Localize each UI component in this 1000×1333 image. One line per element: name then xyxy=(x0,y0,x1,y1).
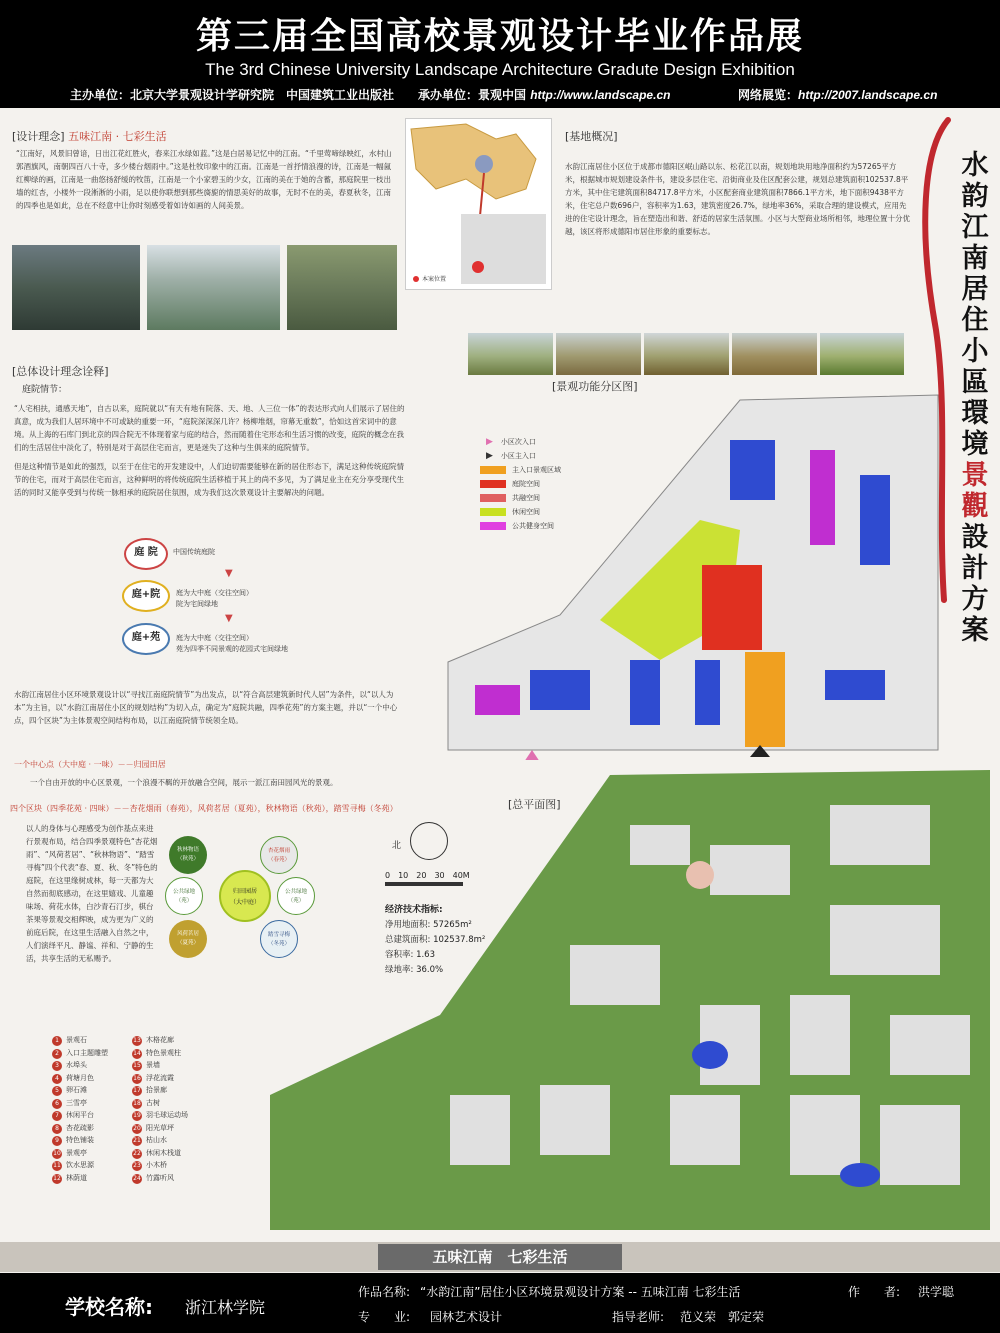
map-legend-label: 本案位置 xyxy=(422,276,447,283)
zone-legend-text: 共融空间 xyxy=(512,494,540,502)
zone-fitness-1 xyxy=(810,450,835,545)
plan-legend-item xyxy=(52,1084,142,1097)
online-label: 网络展览： xyxy=(738,88,799,102)
petal-public-a: 公共绿地 （苑） xyxy=(165,877,203,915)
organizer-text: 主办单位：北京大学景观设计学研究院 中国建筑工业出版社 承办单位：景观中国 xyxy=(70,88,527,102)
plan-legend-item xyxy=(52,1109,142,1122)
pond xyxy=(840,1163,880,1187)
legend-text: 拾景廊 xyxy=(146,1086,167,1094)
overall-para-1: “人宅相扶，通感天地”，自古以来，庭院就以“有天有地有院落、天、地、人三位一体”的表达形式向人们展示了居住的真意，成为我们人居环境中不可或缺的重要一环，“庭院深深深几许？杨柳堆烟，帘幕无重数”，恰如这首宋词中的意境。从上海的石库门到北京的四合院无不体现着家与庭的结合，然而随着住宅形态和生活习惯的改变，庭院的概念在我们的生活居住中淡化了，特别是对于高层住宅而言，更是迷失了这种与生俱来的庭院情节。 xyxy=(14,404,405,452)
legend-text: 入口主题雕塑 xyxy=(66,1048,108,1057)
legend-text: 木格花廊 xyxy=(146,1036,174,1044)
legend-number: 22 xyxy=(133,1149,141,1157)
site-photo xyxy=(556,333,641,375)
vertical-title-char: 方 xyxy=(961,584,989,615)
zone-blue-6 xyxy=(825,670,885,700)
bubble-note-2: 庭为大中庭（交往空间） 院为宅间绿地 xyxy=(176,589,253,608)
legend-text: 小木桥 xyxy=(146,1161,167,1169)
plan-legend-item xyxy=(132,1109,222,1122)
legend-number: 11 xyxy=(53,1162,61,1169)
petal-public-b: 公共绿地 （苑） xyxy=(277,877,315,915)
legend-number: 9 xyxy=(52,1136,62,1146)
vertical-title-char: 小 xyxy=(961,336,989,367)
vertical-title-char: 區 xyxy=(961,367,989,398)
plan-legend-item xyxy=(132,1084,222,1097)
plan-legend-item xyxy=(52,1122,142,1135)
work-name: “水韵江南”居住小区环境景观设计方案 -- 五味江南 七彩生活 xyxy=(420,1285,741,1299)
concept-label: [设计理念] xyxy=(12,130,65,143)
bubble-court-yard: 庭+院 xyxy=(122,580,170,612)
legend-number: 23 xyxy=(133,1162,141,1169)
legend-dot xyxy=(413,276,419,282)
building-block xyxy=(790,995,850,1075)
legend-text: 三雪亭 xyxy=(66,1098,87,1107)
zone-legend-text: 休闲空间 xyxy=(512,508,540,516)
city-marker xyxy=(475,155,493,173)
organizer-url[interactable]: http://www.landscape.cn xyxy=(530,88,671,102)
tech-row: 净用地面积: 57265m² xyxy=(385,920,472,930)
vertical-title-char: 境 xyxy=(961,429,989,460)
legend-number: 18 xyxy=(133,1099,141,1107)
building-block xyxy=(790,1095,860,1175)
legend-text: 竹露听风 xyxy=(146,1173,174,1182)
legend-number: 14 xyxy=(133,1049,141,1057)
zone-legend-text: 主入口景观区域 xyxy=(512,466,561,474)
blocks-paragraph-a: 以人的身体与心理感受为创作基点来进行景观布局，结合四季景观特色“杏花烟雨”、“风荷茗居”、“秋林物语”、“踏雪寻梅”四个代表“春、夏、秋、冬”特色的庭院，在这里缘树成林，每一天都为大自然而彻底感动，在这里嬉戏、儿童趣味场、荷花水体，白沙青石汀步，棋台茶果等景观交相辉映，成为更为广义的前庭后院，在这里生活融入自然之中，人们演绎平凡、静谧、祥和、宁静的生活，共享生活的无私赐予。 xyxy=(26,824,158,963)
overall-heading: [总体设计理念诠释] xyxy=(12,365,109,378)
diagram-center: 归田园居 （大中庭） xyxy=(219,870,271,922)
plan-legend-item xyxy=(52,1034,142,1047)
building-block xyxy=(830,805,930,865)
zone-legend-item xyxy=(480,507,561,521)
legend-number: 17 xyxy=(133,1087,141,1094)
plan-legend-item xyxy=(52,1159,142,1172)
tech-row: 总建筑面积: 102537.8m² xyxy=(385,935,486,945)
vertical-title-char: 環 xyxy=(961,398,989,429)
organizer-line xyxy=(70,86,670,103)
site-photo xyxy=(644,333,729,375)
master-plan xyxy=(270,765,990,1230)
author-label: 作 者: xyxy=(848,1285,901,1299)
zone-legend-item xyxy=(480,451,561,465)
zone-legend-text: 小区次入口 xyxy=(500,438,536,446)
zone-blue-4 xyxy=(630,660,660,725)
petal-autumn: 秋林物语 （秋苑） xyxy=(169,836,207,874)
legend-number: 12 xyxy=(53,1174,61,1182)
location-map xyxy=(405,118,552,290)
major-name: 园林艺术设计 xyxy=(430,1310,503,1324)
site-paragraph: 水韵江南居住小区位于成都市德阳区岷山路以东、松花江以南，规划地块用地净面积约为57265平方米，根据城市规划建设条件书，建设多层住宅、沿街商业及住区配套公建，规划总建筑面积102537.8平方米，其中住宅建筑面积84717.8平方米，小区配套商业建筑面积7866.1平方米，地下面积9438平方米，住宅总户数696户，容积率为1.63，建筑密度26.7%，绿地率36%，采取合理的建设模式，应用先进的住宅设计理念，旨在塑造出和谐、舒适的居家生活氛围。小区与大型商业场所相邻，地理位置十分优越，该区将形成德阳市居住形象的重要标志。 xyxy=(565,162,910,236)
plan-legend-item xyxy=(132,1047,222,1060)
plan-legend-item xyxy=(52,1147,142,1160)
school-label: 学校名称: xyxy=(65,1295,153,1319)
plan-legend-item xyxy=(132,1122,222,1135)
zone-swatch xyxy=(480,466,506,474)
legend-text: 阳光草坪 xyxy=(146,1123,174,1132)
plan-legend-item xyxy=(132,1159,222,1172)
legend-number: 15 xyxy=(133,1062,141,1069)
arrow-down-icon: ▼ xyxy=(225,568,233,579)
tech-rows xyxy=(385,918,485,978)
zone-legend-item xyxy=(480,465,561,479)
work-label: 作品名称: xyxy=(358,1285,411,1299)
vertical-title-char: 韵 xyxy=(961,181,989,212)
petal-summer: 风荷茗居 （夏苑） xyxy=(169,920,207,958)
pond xyxy=(692,1041,728,1069)
zone-blue-5 xyxy=(695,660,720,725)
plan-legend-item xyxy=(52,1059,142,1072)
building-block xyxy=(570,945,660,1005)
building-block xyxy=(670,1095,740,1165)
legend-number: 2 xyxy=(52,1049,62,1059)
online-exhibit xyxy=(738,86,937,103)
vertical-title-char: 觀 xyxy=(961,491,989,522)
vertical-title-char: 設 xyxy=(961,522,989,553)
legend-text: 林荫道 xyxy=(66,1173,87,1182)
vertical-title-char: 居 xyxy=(961,274,989,305)
legend-text: 景墙 xyxy=(146,1061,160,1069)
photo-stone-bridge xyxy=(287,245,397,330)
vertical-project-title xyxy=(955,150,995,646)
tech-row: 绿地率: 36.0% xyxy=(385,965,444,975)
arrow-down-icon: ▼ xyxy=(225,613,233,624)
zone-blue-1 xyxy=(730,440,775,500)
site-marker xyxy=(472,261,484,273)
concept-heading xyxy=(12,128,167,144)
street-map xyxy=(461,214,546,284)
photo-boat xyxy=(147,245,280,330)
vertical-title-char: 住 xyxy=(961,305,989,336)
master-plan-heading: [总平面图] xyxy=(508,798,561,811)
region-shape xyxy=(411,124,536,199)
triangle-marker-icon: ▶ xyxy=(486,451,493,461)
site-photo-strip xyxy=(468,333,904,375)
footer xyxy=(0,1273,1000,1333)
overall-para-2: 但是这种情节是如此的强烈，以至于在住宅的开发建设中，人们迫切需要能够在新的居住形态下，满足这种传统庭院情节的住宅，而对于高层住宅而言，这种鲜明的将传统庭院生活移植于其上的尚不多见，为了满足业主在充分享受现代生活的同时又能享受到与传统一脉相承的庭院居住氛围，成为我们这次景观设计主要解决的问题。 xyxy=(14,462,404,497)
bubble-note-1: 中国传统庭院 xyxy=(173,548,215,556)
plan-legend-item xyxy=(52,1047,142,1060)
legend-text: 古树 xyxy=(146,1098,160,1107)
triangle-marker-icon: ▶ xyxy=(486,437,493,447)
plan-legend-item xyxy=(52,1172,142,1185)
legend-text: 杏花疏影 xyxy=(66,1123,94,1132)
zone-swatch xyxy=(480,508,506,516)
tech-row: 容积率: 1.63 xyxy=(385,950,435,960)
plan-legend-item xyxy=(132,1072,222,1085)
legend-number: 20 xyxy=(133,1124,141,1132)
legend-text: 景观石 xyxy=(66,1036,87,1044)
building-block xyxy=(540,1085,610,1155)
legend-number: 19 xyxy=(133,1112,141,1119)
slogan-banner: 五味江南 七彩生活 xyxy=(378,1244,622,1270)
zone-legend-text: 庭院空间 xyxy=(512,480,540,488)
zone-main-entrance xyxy=(745,652,785,747)
location-map-svg xyxy=(406,119,551,289)
legend-number: 16 xyxy=(133,1074,141,1082)
zone-swatch xyxy=(480,494,506,502)
center-label: 一个中心点（大中庭 · 一味）－－归园田居 xyxy=(14,760,166,769)
legend-text: 特色铺装 xyxy=(66,1136,94,1144)
site-heading: [基地概况] xyxy=(565,130,618,143)
plan-legend-item xyxy=(132,1172,222,1185)
building-block xyxy=(830,905,940,975)
legend-text: 特色景观柱 xyxy=(146,1048,181,1057)
zone-blue-2 xyxy=(860,475,890,565)
legend-text: 枯山水 xyxy=(146,1136,167,1144)
vertical-title-char: 景 xyxy=(961,460,989,491)
plan-legend-item xyxy=(132,1097,222,1110)
north-arrow-icon xyxy=(410,822,448,860)
advisor-names: 范义荣 郭定荣 xyxy=(680,1310,765,1324)
site-photo xyxy=(468,333,553,375)
petal-winter: 踏雪寻梅 （冬苑） xyxy=(260,920,298,958)
concept-paragraph: “江南好，风景旧曾谙，日出江花红胜火，春来江水绿如蓝。”这是白居易记忆中的江南。“千里莺啼绿映红，水村山郭酒旗风，南朝四百八十寺，多少楼台烟雨中。”这是杜牧印象中的江南。江南是一首抒情浪漫的诗，江南是一幅氤红柳绿的画，江南是一曲悠扬舒缓的牧笛，江南是一个小家碧玉的少女，江南的美在于她的含蓄，那庭院里一枝出墙的红杏，小楼外一段淅淅的小雨，足以使你联想到那些旖旎的情思美好的故事，无时不在的美，春夏秋冬，江南的四季也是如此，总在不经意中让你时刻感受着如诗如画的人间美景。 xyxy=(16,149,392,210)
vertical-title-char: 計 xyxy=(961,553,989,584)
overall-sub: 庭院情节： xyxy=(22,385,68,395)
major-label: 专 业: xyxy=(358,1310,411,1324)
zone-swatch xyxy=(480,480,506,488)
master-plan-svg xyxy=(270,765,990,1230)
advisor-label: 指导老师: xyxy=(612,1310,665,1324)
site-photo xyxy=(820,333,904,375)
building-block xyxy=(710,845,790,895)
legend-number: 4 xyxy=(52,1074,62,1084)
legend-number: 3 xyxy=(52,1061,62,1071)
plan-legend-item xyxy=(52,1134,142,1147)
tech-title: 经济技术指标: xyxy=(385,905,443,915)
center-para: 一个自由开放的中心区景观，一个浪漫不羁的开放融合空间，展示一派江南田园风光的景观。 xyxy=(30,778,338,787)
legend-number: 1 xyxy=(52,1036,62,1046)
zone-legend-item xyxy=(480,521,561,535)
bubble-courtyard: 庭 院 xyxy=(124,538,168,570)
legend-number: 10 xyxy=(53,1149,61,1157)
building-block xyxy=(630,825,690,865)
building-block xyxy=(890,1015,970,1075)
zone-legend xyxy=(480,437,561,535)
building-block xyxy=(450,1095,510,1165)
entrance-marker xyxy=(524,750,540,760)
online-url[interactable]: http://2007.landscape.cn xyxy=(798,88,938,102)
legend-text: 卵石滩 xyxy=(66,1086,87,1094)
vertical-title-char: 水 xyxy=(961,150,989,181)
plan-legend-item xyxy=(132,1059,222,1072)
legend-text: 羽毛球运动场 xyxy=(146,1111,188,1119)
legend-number: 21 xyxy=(133,1137,141,1144)
page-title: 第三届全国高校景观设计毕业作品展 xyxy=(195,16,804,57)
page-title-english: The 3rd Chinese University Landscape Architecture Gradute Design Exhibition xyxy=(205,60,795,79)
zone-blue-3 xyxy=(530,670,590,710)
vertical-title-char: 南 xyxy=(961,243,989,274)
legend-column-1 xyxy=(52,1034,142,1184)
north-label: 北 xyxy=(392,841,402,851)
legend-number: 8 xyxy=(52,1124,62,1134)
zone-legend-item xyxy=(480,437,561,451)
legend-text: 水埠头 xyxy=(66,1061,87,1069)
scale-line xyxy=(385,882,463,886)
legend-text: 荷塘月色 xyxy=(66,1073,94,1082)
school-name: 浙江林学院 xyxy=(185,1298,266,1317)
zone-courtyard xyxy=(702,565,762,650)
legend-text: 休闲平台 xyxy=(66,1111,94,1119)
bubble-court-garden: 庭+苑 xyxy=(122,623,170,655)
blocks-label: 四个区块（四季花苑 · 四味）－－杏花烟雨（春苑），风荷茗居（夏苑），秋林物语（秋苑），踏雪寻梅（冬苑） xyxy=(10,804,398,813)
vertical-title-char: 案 xyxy=(961,615,989,646)
scale-bar: 0 10 20 30 40M xyxy=(385,871,470,880)
zone-swatch xyxy=(480,522,506,530)
legend-text: 饮水思源 xyxy=(66,1161,94,1169)
site-photo xyxy=(732,333,817,375)
author-name: 洪学聪 xyxy=(918,1285,955,1299)
zone-legend-item xyxy=(480,479,561,493)
zone-plan-heading: [景观功能分区图] xyxy=(552,380,638,393)
building-block xyxy=(880,1105,960,1185)
legend-number: 24 xyxy=(133,1174,141,1182)
zone-legend-item xyxy=(480,493,561,507)
legend-number: 13 xyxy=(133,1037,141,1044)
concept-theme: 五味江南 · 七彩生活 xyxy=(68,130,167,143)
plan-legend-item xyxy=(52,1072,142,1085)
legend-column-2 xyxy=(132,1034,222,1184)
zone-legend-text: 小区主入口 xyxy=(500,452,536,460)
legend-number: 7 xyxy=(52,1111,62,1121)
plaza xyxy=(686,861,714,889)
zone-legend-text: 公共健身空间 xyxy=(512,522,554,530)
plan-legend-item xyxy=(52,1097,142,1110)
legend-text: 浮花流霞 xyxy=(146,1073,174,1082)
bubble-note-3: 庭为大中庭（交往空间） 苑为四季不同景观的花园式宅间绿地 xyxy=(176,634,288,653)
legend-number: 6 xyxy=(52,1099,62,1109)
plan-legend-item xyxy=(132,1147,222,1160)
photo-water-town xyxy=(12,245,140,330)
zone-fitness-2 xyxy=(475,685,520,715)
plan-legend-item xyxy=(132,1034,222,1047)
vertical-title-char: 江 xyxy=(961,212,989,243)
petal-spring: 杏花烟雨 （春苑） xyxy=(260,836,298,874)
legend-text: 休闲木栈道 xyxy=(146,1148,181,1157)
plan-legend-item xyxy=(132,1134,222,1147)
legend-number: 5 xyxy=(52,1086,62,1096)
legend-text: 景观亭 xyxy=(66,1148,87,1157)
theme-paragraph: 水韵江南居住小区环境景观设计以“寻找江南庭院情节”为出发点，以“符合高层建筑新时代人居”为条件，以“以人为本”为主旨，以“水韵江南居住小区的规划结构”为切入点，确定为“庭院共融，四季花苑”的方案主题，并以“一个中心点，四个区块”为主体景观空间结构布局，以江南庭院情节统领全局。 xyxy=(14,690,398,725)
